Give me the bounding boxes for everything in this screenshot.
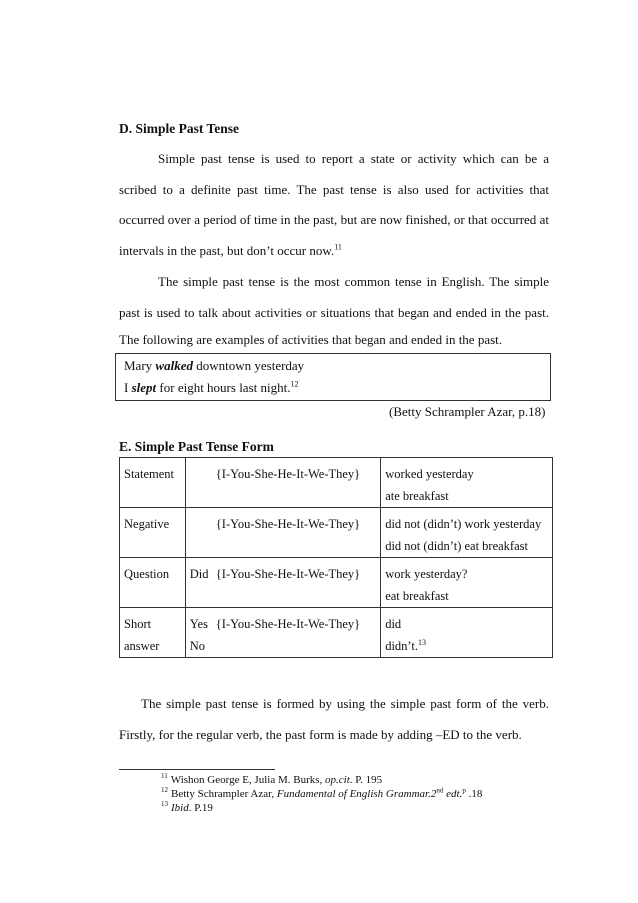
- auxiliary: Did: [189, 567, 209, 581]
- example-1-after: downtown yesterday: [192, 358, 305, 373]
- subject-cell: [185, 558, 380, 608]
- footnote-13: [161, 802, 213, 814]
- paragraph-2-line-2: past is used to talk about activities or situations that began and ended in the past.: [119, 305, 549, 320]
- footnote-12: [161, 788, 482, 800]
- subject-pronouns: {I-You-She-He-It-We-They}: [215, 517, 361, 531]
- example-2-verb: slept: [131, 380, 157, 395]
- verb-form-cell: [381, 608, 553, 658]
- row-label: Statement: [120, 458, 186, 508]
- footnote-italic-2: edt.: [443, 788, 463, 800]
- example-1-verb: walked: [155, 358, 193, 373]
- verb-form-cell: [381, 508, 553, 558]
- subject-pronouns: {I-You-She-He-It-We-They}: [215, 617, 361, 631]
- auxiliary-alt: No: [189, 639, 206, 653]
- subject-pronouns: {I-You-She-He-It-We-They}: [215, 467, 361, 481]
- footnote-number: 11: [161, 772, 168, 781]
- verb-form-line-1: did: [385, 617, 402, 631]
- footnote-page-sup: p: [462, 786, 466, 795]
- verb-form-line-1: did not (didn’t) work yesterday: [385, 517, 542, 531]
- row-label: Question: [120, 558, 186, 608]
- example-1-before: Mary: [124, 358, 156, 373]
- footnote-ref-13: 13: [417, 637, 426, 647]
- footnote-text-end: .18: [465, 788, 483, 800]
- verb-form-cell: [381, 558, 553, 608]
- footnote-italic: op.cit: [325, 774, 350, 786]
- footnote-ref-12: 12: [290, 379, 299, 389]
- closing-line-2: Firstly, for the regular verb, the past form is made by adding –ED to the verb.: [119, 727, 522, 742]
- subject-cell: [185, 608, 380, 658]
- paragraph-1-line-4: [119, 244, 342, 258]
- row-label: Negative: [120, 508, 186, 558]
- section-d-heading: D. Simple Past Tense: [119, 121, 240, 136]
- footnote-11: [161, 774, 382, 786]
- paragraph-1-line-4-text: intervals in the past, but don’t occur now.: [119, 243, 335, 258]
- verb-form-line-2: didn’t.: [385, 639, 418, 653]
- subject-cell: [185, 458, 380, 508]
- verb-form-cell: [381, 458, 553, 508]
- subject-pronouns: {I-You-She-He-It-We-They}: [215, 567, 361, 581]
- footnote-italic: Ibid: [171, 802, 189, 814]
- paragraph-2-line-3: The following are examples of activities that began and ended in the past.: [119, 332, 503, 347]
- footnote-superscript: nd: [436, 786, 444, 795]
- footnote-text-mid: . P. 195: [349, 774, 383, 786]
- footnote-text: Wishon George E, Julia M. Burks,: [170, 774, 326, 786]
- example-2-before: I: [124, 380, 132, 395]
- past-tense-form-table: [119, 457, 553, 658]
- table-row: [120, 558, 553, 608]
- subject-cell: [185, 508, 380, 558]
- example-sentence-1: [124, 358, 304, 374]
- example-sentence-2: [124, 380, 298, 396]
- footnote-number: 13: [161, 800, 168, 809]
- example-box: [115, 353, 551, 401]
- closing-line-1: The simple past tense is formed by using the simple past form of the verb.: [141, 696, 549, 711]
- auxiliary: Yes: [189, 617, 208, 631]
- verb-form-line-2: ate breakfast: [385, 489, 449, 503]
- table-row: [120, 458, 553, 508]
- verb-form-line-1: work yesterday?: [385, 567, 468, 581]
- example-2-after: for eight hours last night.: [156, 380, 291, 395]
- section-e-heading: E. Simple Past Tense Form: [119, 439, 274, 454]
- footnote-italic: Fundamental of English Grammar.2: [276, 788, 437, 800]
- footnote-number: 12: [161, 786, 168, 795]
- paragraph-1-line-2: scribed to a definite past time. The past tense is also used for activities that: [119, 182, 549, 197]
- verb-form-line-1: worked yesterday: [385, 467, 474, 481]
- footnote-text-mid: . P.19: [188, 802, 213, 814]
- paragraph-2-line-1: The simple past tense is the most common tense in English. The simple: [158, 274, 549, 289]
- footnote-separator: [119, 769, 275, 770]
- table-row: [120, 508, 553, 558]
- verb-form-line-2: did not (didn’t) eat breakfast: [385, 539, 528, 553]
- example-source: (Betty Schrampler Azar, p.18): [389, 404, 546, 419]
- verb-form-line-2: eat breakfast: [385, 589, 449, 603]
- row-label: Short answer: [120, 608, 186, 658]
- footnote-ref-11: 11: [334, 242, 342, 252]
- table-row: [120, 608, 553, 658]
- paragraph-1-line-1: Simple past tense is used to report a state or activity which can be a: [158, 151, 549, 166]
- footnote-text: Betty Schrampler Azar,: [171, 788, 277, 800]
- paragraph-1-line-3: occurred over a period of time in the past, but are now finished, or that occurred at: [119, 212, 549, 227]
